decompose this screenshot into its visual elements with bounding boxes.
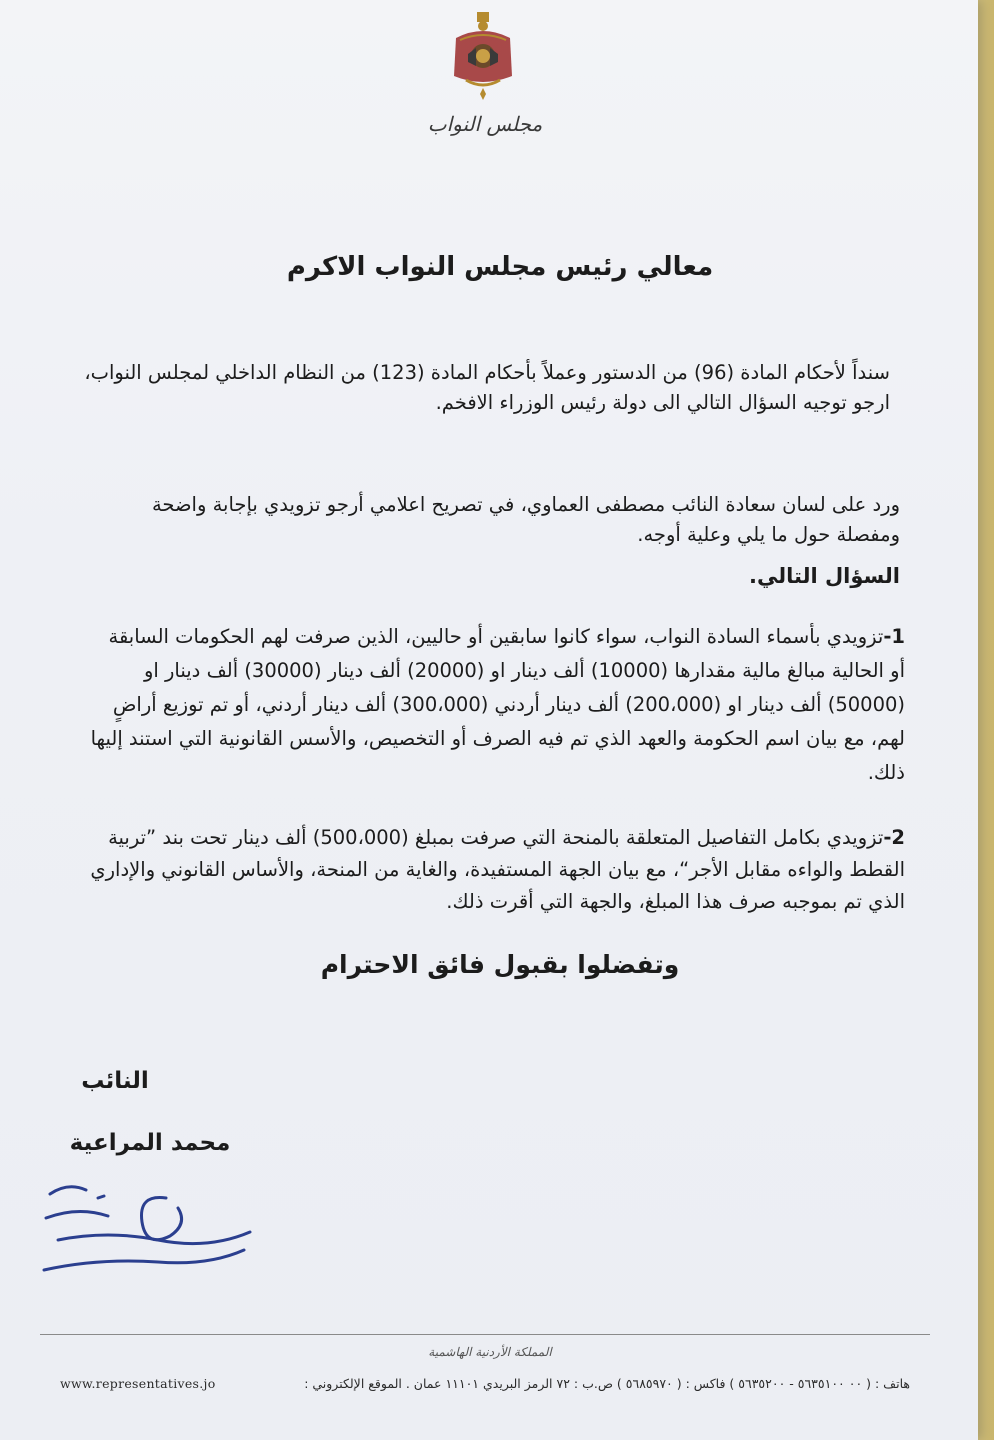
kingdom-emblem-text: المملكة الأردنية الهاشمية — [428, 1345, 552, 1359]
question-text: تزويدي بأسماء السادة النواب، سواء كانوا سابقين أو حاليين، الذين صرفت لهم الحكومات السابقة أو الحالية مبالغ مالية مقدارها (10000) ألف دينار او (20000) ألف دينار (30000) ألف دينار او (50000) ألف دينار او (200،000) ألف دينار أردني (300،000) ألف دينار أردني، أو تم توزيع أراضٍ لهم، مع بيان اسم الحكومة والعهد الذي تم فيه الصرف أو التخصيص، والأسس القانونية التي استند إليها ذلك. — [90, 625, 905, 784]
addressee-heading: معالي رئيس مجلس النواب الاكرم — [286, 252, 714, 282]
question-number: 2- — [883, 826, 905, 849]
question-text: تزويدي بكامل التفاصيل المتعلقة بالمنحة التي صرفت بمبلغ (500،000) ألف دينار تحت بند ”تربية القطط والواءه مقابل الأجر“، مع بيان الجهة المستفيدة، والغاية من المنحة، والأساس القانوني والإداري الذي تم بموجبه صرف هذا المبلغ، والجهة التي أقرت ذلك. — [90, 826, 905, 913]
question-number: 1- — [883, 625, 905, 648]
website-link[interactable]: www.representatives.jo — [60, 1376, 216, 1391]
question-item — [90, 620, 905, 790]
royal-crest-icon — [446, 10, 520, 102]
footer-contact-bar — [60, 1376, 910, 1398]
signatory-title: النائب — [81, 1068, 149, 1094]
intro-paragraph: سنداً لأحكام المادة (96) من الدستور وعملاً بأحكام المادة (123) من النظام الداخلي لمجلس النواب، ارجو توجيه السؤال التالي الى دولة رئيس الوزراء الافخم. — [84, 361, 890, 414]
signatory-name: محمد المراعية — [69, 1130, 231, 1156]
footer-divider — [40, 1334, 930, 1335]
context-paragraph: ورد على لسان سعادة النائب مصطفى العماوي، في تصريح اعلامي أرجو تزويدي بإجابة واضحة ومفصلة حول ما يلي وعلية أوجه. — [151, 493, 900, 546]
question-item — [90, 822, 905, 918]
questions-heading: السؤال التالي. — [749, 564, 900, 588]
contact-details: هاتف : ( ٠٠ ٥٦٣٥١٠٠ - ٥٦٣٥٢٠٠ ) فاكس : ( ٥٦٨٥٩٧٠ ) ص.ب : ٧٢ الرمز البريدي ١١١٠١ عمان . الموقع الإلكتروني : — [304, 1376, 910, 1391]
closing-phrase: وتفضلوا بقبول فائق الاحترام — [320, 950, 680, 979]
handwritten-signature — [38, 1178, 268, 1288]
council-name: مجلس النواب — [427, 112, 543, 136]
